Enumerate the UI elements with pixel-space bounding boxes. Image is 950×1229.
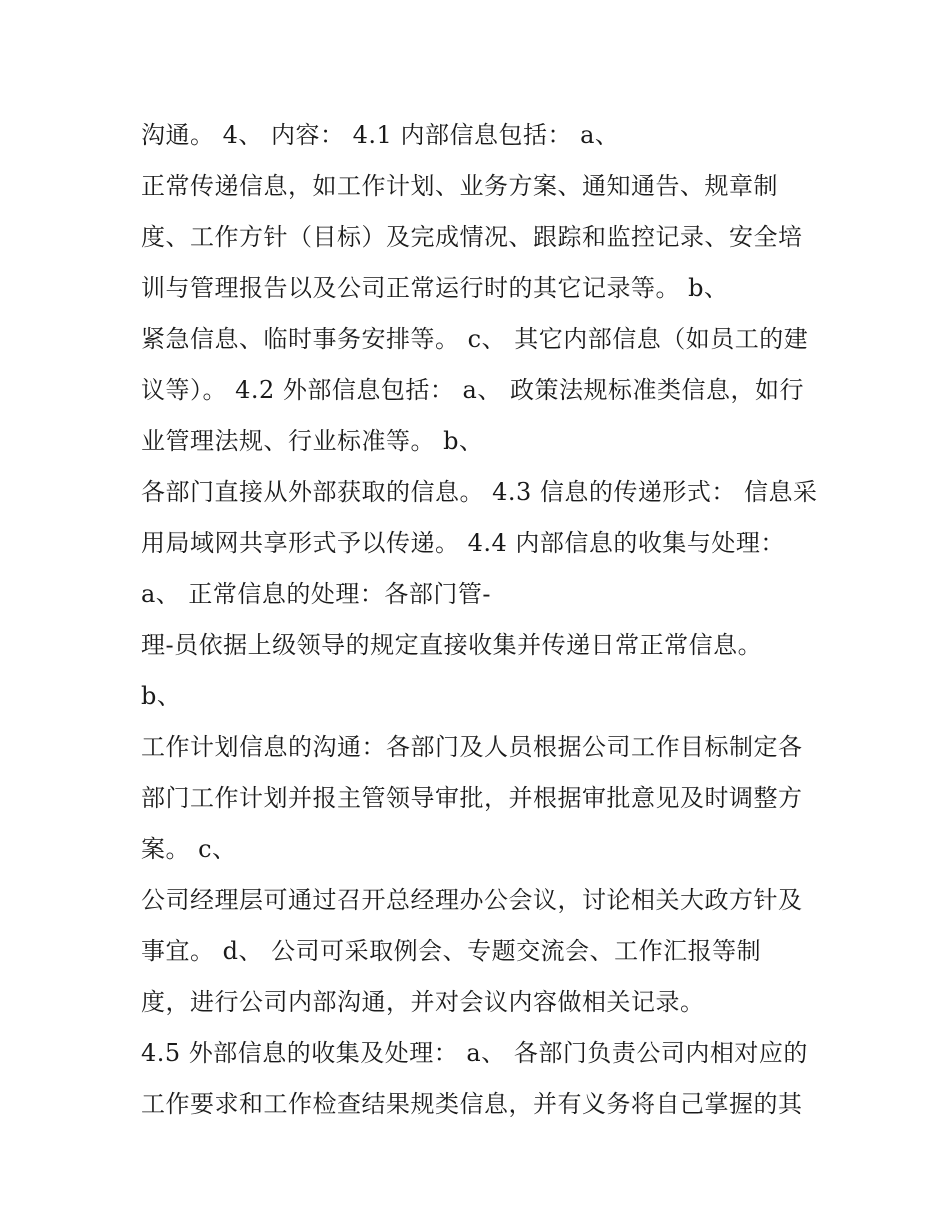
text-line: b、 [141,682,182,710]
body-text [141,110,821,1130]
text-line: 工作计划信息的沟通：各部门及人员根据公司工作目标制定各 [141,733,803,761]
text-line: 度，进行公司内部沟通，并对会议内容做相关记录。 [141,988,705,1016]
text-line: 度、工作方针（目标）及完成情况、跟踪和监控记录、安全培 [141,223,803,251]
text-line: 各部门直接从外部获取的信息。 4.3 信息的传递形式： 信息采 [141,478,818,506]
text-line: 沟通。 4、 内容： 4.1 内部信息包括： a、 [141,121,620,149]
text-line: 理-员依据上级领导的规定直接收集并传递日常正常信息。 [141,631,763,659]
text-line: 部门工作计划并报主管领导审批，并根据审批意见及时调整方 [141,784,803,812]
text-line: 业管理法规、行业标准等。 b、 [141,427,484,455]
text-line: 工作要求和工作检查结果规类信息，并有义务将自己掌握的其 [141,1090,803,1118]
text-line: 议等）。 4.2 外部信息包括： a、 政策法规标准类信息，如行 [141,376,804,404]
text-line: 紧急信息、临时事务安排等。 c、 其它内部信息（如员工的建 [141,325,809,353]
text-line: 公司经理层可通过召开总经理办公会议，讨论相关大政方针及 [141,886,803,914]
text-line: 训与管理报告以及公司正常运行时的其它记录等。 b、 [141,274,729,302]
text-line: a、 正常信息的处理：各部门管- [141,580,492,608]
text-line: 事宜。 d、 公司可采取例会、专题交流会、工作汇报等制 [141,937,762,965]
text-line: 4.5 外部信息的收集及处理： a、 各部门负责公司内相对应的 [141,1039,808,1067]
text-line: 案。 c、 [141,835,237,863]
text-line: 用局域网共享形式予以传递。 4.4 内部信息的收集与处理： [141,529,785,557]
text-line: 正常传递信息，如工作计划、业务方案、通知通告、规章制 [141,172,778,200]
